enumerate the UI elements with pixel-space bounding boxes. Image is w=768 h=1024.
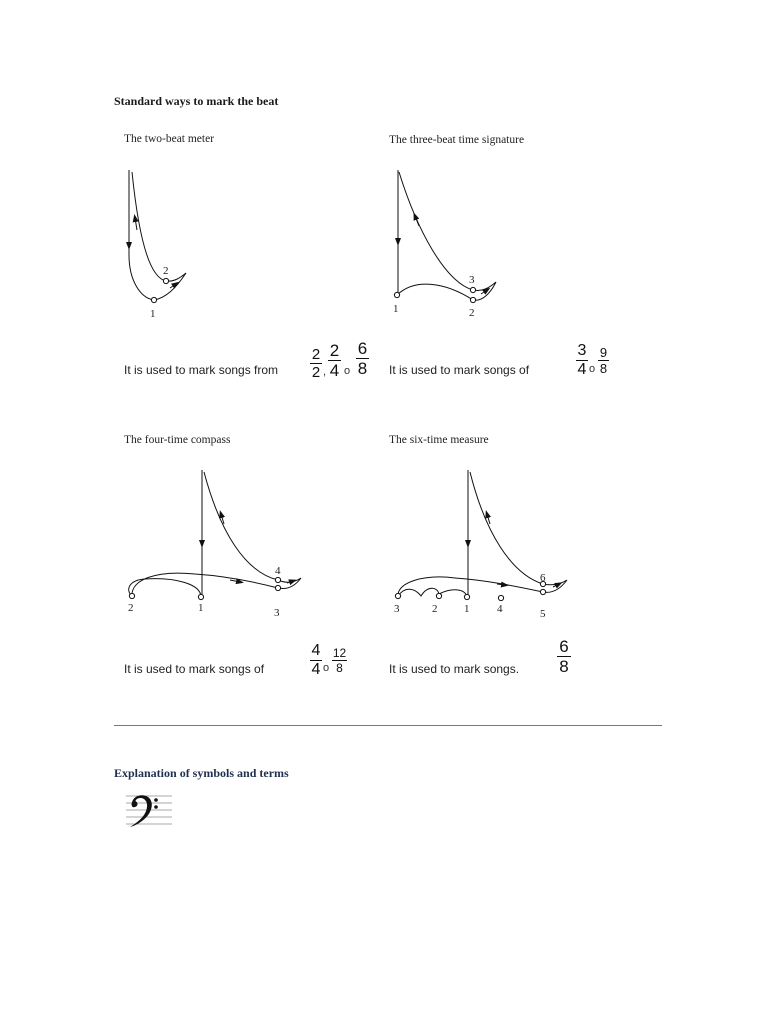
three-beat-upstroke	[399, 172, 473, 290]
time-signature: 6 8	[557, 638, 571, 675]
time-signature: 2 4	[329, 341, 340, 380]
six-beat-loops-left	[398, 577, 467, 597]
three-beat-to-two	[397, 284, 473, 300]
four-beat-title: The four-time compass	[124, 434, 231, 446]
beat-label: 1	[150, 308, 156, 320]
time-signature: 12 8	[332, 646, 347, 675]
beat-label: 3	[394, 603, 400, 615]
beat-label: 1	[464, 603, 470, 615]
two-beat-upstroke	[132, 172, 166, 281]
beat-label: 4	[275, 565, 281, 577]
time-signature: 6 8	[357, 339, 368, 378]
section-divider	[114, 725, 662, 726]
two-beat-usage: It is used to mark songs from	[124, 363, 279, 377]
two-beat-diagram	[110, 160, 210, 325]
six-beat-title: The six-time measure	[389, 434, 489, 446]
time-signature: 9 8	[599, 345, 608, 376]
beat-label: 2	[128, 602, 134, 614]
six-beat-upstroke	[470, 472, 543, 584]
separator: o	[323, 662, 330, 674]
three-beat-diagram	[385, 160, 505, 325]
separator: o	[344, 365, 351, 377]
beat-label: 5	[540, 608, 546, 620]
separator: ,	[323, 366, 327, 378]
beat-label: 4	[497, 603, 503, 615]
four-beat-to-three	[132, 573, 278, 596]
explanation-title: Explanation of symbols and terms	[114, 766, 289, 780]
three-beat-title: The three-beat time signature	[389, 134, 525, 146]
four-beat-diagram	[115, 462, 315, 627]
beat-label: 3	[469, 274, 475, 286]
time-signature: 4 4	[311, 642, 321, 678]
four-beat-usage: It is used to mark songs of	[124, 662, 265, 676]
page-title: Standard ways to mark the beat	[114, 94, 279, 108]
beat-label: 6	[540, 572, 546, 584]
beat-label: 2	[469, 307, 475, 319]
beat-label: 1	[198, 602, 204, 614]
six-beat-usage: It is used to mark songs.	[389, 662, 520, 676]
beat-label: 2	[432, 603, 438, 615]
four-beat-rebound	[278, 578, 301, 589]
bass-clef-icon	[124, 790, 174, 837]
beat-label: 2	[163, 265, 169, 277]
beat-label: 1	[393, 303, 399, 315]
three-beat-usage: It is used to mark songs of	[389, 363, 530, 377]
four-beat-upstroke	[204, 472, 278, 580]
six-beat-diagram	[385, 462, 585, 627]
two-beat-title: The two-beat meter	[124, 133, 215, 145]
time-signature: 2 2	[311, 346, 321, 381]
beat-label: 3	[274, 607, 280, 619]
separator: o	[589, 363, 596, 375]
time-signature: 3 4	[577, 342, 587, 378]
